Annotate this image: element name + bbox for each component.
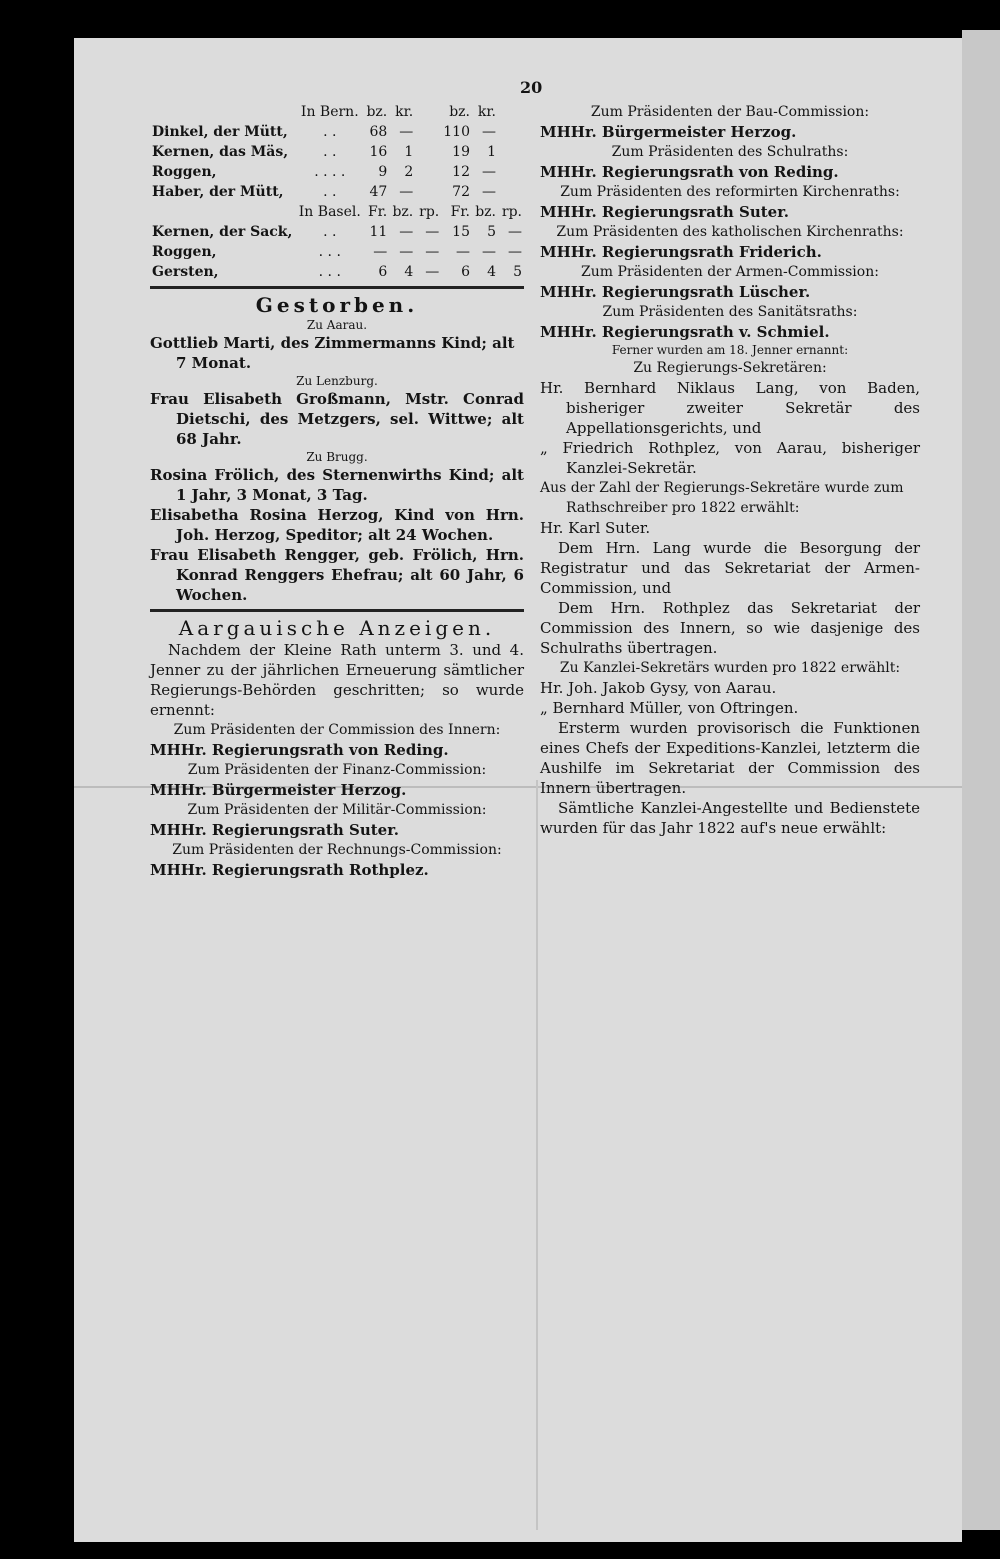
unit: Fr.: [450, 204, 470, 220]
kanzlei-entry: „ Bernhard Müller, von Oftringen.: [540, 699, 799, 717]
price: 9: [378, 164, 388, 180]
price: 72: [452, 184, 470, 200]
death-entry: Gottlieb Marti, des Zimmermanns Kind; alt 7 Monat.: [150, 334, 515, 372]
price: 110: [443, 124, 470, 140]
leader-dots: . . .: [318, 244, 341, 260]
grain-name: Gersten,: [152, 264, 219, 280]
price: —: [482, 244, 496, 260]
grain-name: Kernen, das Mäs,: [152, 144, 289, 160]
price: —: [508, 244, 522, 260]
price: 1: [487, 144, 496, 160]
vertical-fold: [536, 780, 538, 1530]
price: 6: [378, 264, 388, 280]
price: 1: [404, 144, 414, 160]
price: —: [399, 124, 414, 140]
place-lenzburg: Zu Lenzburg.: [296, 374, 378, 388]
place-aarau: Zu Aarau.: [306, 318, 368, 332]
grain-row: [150, 262, 524, 282]
notices-intro: Nachdem der Kleine Rath unterm 3. und 4. Jenner zu der jährlichen Erneuerung sämtlicher Regierungs-Behörden geschritten; so wurde ernennt:: [150, 641, 524, 719]
appointment-role: Zum Präsidenten der Finanz-Commission:: [187, 762, 487, 778]
right-column: [540, 102, 920, 838]
notices-heading: Aargauische Anzeigen.: [178, 616, 496, 640]
appointment-role: Zum Präsidenten der Commission des Innern:: [173, 722, 501, 738]
death-entry: Frau Elisabeth Rengger, geb. Frölich, Hrn. Konrad Renggers Ehefrau; alt 60 Jahr, 6 Wochen.: [150, 546, 524, 604]
grain-name: Kernen, der Sack,: [152, 224, 293, 240]
page-number: 20: [520, 78, 543, 97]
rothplez-duties: Dem Hrn. Rothplez das Sekretariat der Commission des Innern, so wie dasjenige des Schulraths übertragen.: [540, 599, 920, 657]
grain-name: Roggen,: [152, 244, 217, 260]
price: —: [482, 124, 496, 140]
price: 15: [452, 224, 470, 240]
secretaries-heading: Zu Regierungs-Sekretären:: [633, 360, 827, 376]
functions-paragraph: Ersterm wurden provisorisch die Funktionen eines Chefs der Expeditions-Kanzlei, letzterm die Aushilfe im Sekretariat der Commission des Innern übertragen.: [540, 719, 920, 797]
death-entry: Elisabetha Rosina Herzog, Kind von Hrn. Joh. Herzog, Speditor; alt 24 Wochen.: [150, 506, 524, 544]
lang-duties: Dem Hrn. Lang wurde die Besorgung der Registratur und das Sekretariat der Armen-Commission, und: [540, 539, 920, 597]
price: 12: [452, 164, 470, 180]
price: 5: [487, 224, 496, 240]
appointee: MHHr. Regierungsrath von Reding.: [150, 741, 449, 759]
grain-prices-table: [150, 102, 524, 282]
section-divider: [150, 286, 524, 289]
ratsschreiber-name: Hr. Karl Suter.: [540, 519, 651, 537]
appointment-role: Zum Präsidenten des katholischen Kirchenraths:: [556, 224, 904, 240]
appointment-role: Zum Präsidenten der Armen-Commission:: [581, 264, 879, 280]
price: 11: [369, 224, 388, 240]
unit: bz.: [449, 104, 470, 120]
section-divider: [150, 609, 524, 612]
price: 47: [369, 184, 388, 200]
price: —: [425, 244, 440, 260]
price: —: [482, 164, 496, 180]
unit: rp.: [419, 204, 440, 220]
price: 4: [487, 264, 496, 280]
grain-row: [150, 222, 524, 242]
basel-header-row: [150, 202, 524, 222]
left-column: [150, 102, 524, 880]
bern-header-row: [150, 102, 524, 122]
appointee: MHHr. Regierungsrath Suter.: [540, 203, 789, 221]
appointee: MHHr. Regierungsrath Suter.: [150, 821, 399, 839]
leader-dots: . . . .: [314, 164, 346, 180]
appointee: MHHr. Regierungsrath v. Schmiel.: [540, 323, 830, 341]
unit: [415, 102, 441, 122]
appointee: MHHr. Regierungsrath Rothplez.: [150, 861, 429, 879]
appointment-role: Zum Präsidenten der Bau-Commission:: [590, 104, 870, 120]
next-page-edge: [962, 30, 1000, 1530]
grain-name: Dinkel, der Mütt,: [152, 124, 288, 140]
grain-row: [150, 162, 524, 182]
grain-row: [150, 122, 524, 142]
appointee: MHHr. Regierungsrath Friderich.: [540, 243, 822, 261]
appointment-role: Zum Präsidenten des Schulraths:: [611, 144, 849, 160]
place-brugg: Zu Brugg.: [306, 450, 368, 464]
death-entry: Rosina Frölich, des Sternenwirths Kind; alt 1 Jahr, 3 Monat, 3 Tag.: [150, 466, 524, 504]
appointment-role: Zum Präsidenten der Rechnungs-Commission:: [172, 842, 502, 858]
price: —: [482, 184, 496, 200]
secretary-entry: „ Friedrich Rothplez, von Aarau, bisheriger Kanzlei-Sekretär.: [540, 439, 920, 477]
grain-label-cell: [150, 102, 296, 122]
appointee: MHHr. Regierungsrath Lüscher.: [540, 283, 811, 301]
grain-name: Roggen,: [152, 164, 217, 180]
price: 16: [369, 144, 388, 160]
deaths-heading: Gestorben.: [255, 293, 419, 317]
price: —: [399, 224, 414, 240]
leader-dots: . . .: [318, 264, 341, 280]
kanzlei-heading: Zu Kanzlei-Sekretärs wurden pro 1822 erwählt:: [559, 660, 901, 676]
price: —: [508, 224, 522, 240]
unit: rp.: [501, 204, 522, 220]
appointment-role: Zum Präsidenten der Militär-Commission:: [187, 802, 487, 818]
further-appointments-note: Ferner wurden am 18. Jenner ernannt:: [611, 343, 849, 357]
grain-row: [150, 182, 524, 202]
appointee: MHHr. Bürgermeister Herzog.: [150, 781, 407, 799]
unit: [498, 102, 524, 122]
kanzlei-entry: Hr. Joh. Jakob Gysy, von Aarau.: [540, 679, 777, 697]
leader-dots: . .: [323, 124, 337, 140]
price: 68: [369, 124, 388, 140]
price: —: [456, 244, 470, 260]
unit: bz.: [475, 204, 496, 220]
price: 19: [452, 144, 470, 160]
price: —: [425, 224, 440, 240]
grain-row: [150, 142, 524, 162]
leader-dots: . .: [323, 144, 337, 160]
unit: bz.: [392, 204, 414, 220]
ratsschreiber-intro: Aus der Zahl der Regierungs-Sekretäre wurde zum Rathschreiber pro 1822 erwählt:: [540, 480, 904, 516]
basel-header: In Basel.: [298, 204, 361, 220]
unit: bz.: [366, 104, 388, 120]
appointee: MHHr. Regierungsrath von Reding.: [540, 163, 839, 181]
price: 4: [404, 264, 414, 280]
unit: Fr.: [367, 204, 388, 220]
price: 6: [461, 264, 470, 280]
appointee: MHHr. Bürgermeister Herzog.: [540, 123, 797, 141]
appointment-role: Zum Präsidenten des reformirten Kirchenraths:: [560, 184, 900, 200]
secretary-entry: Hr. Bernhard Niklaus Lang, von Baden, bisheriger zweiter Sekretär des Appellationsgerichts, und: [540, 379, 920, 437]
leader-dots: . .: [323, 224, 337, 240]
unit: kr.: [477, 104, 496, 120]
death-entry: Frau Elisabeth Großmann, Mstr. Conrad Dietschi, des Metzgers, sel. Wittwe; alt 68 Jahr.: [150, 390, 524, 448]
grain-row: [150, 242, 524, 262]
unit: kr.: [395, 104, 414, 120]
price: 5: [513, 264, 522, 280]
grain-name: Haber, der Mütt,: [152, 184, 284, 200]
leader-dots: . .: [323, 184, 337, 200]
price: —: [399, 184, 414, 200]
final-paragraph: Sämtliche Kanzlei-Angestellte und Bedienstete wurden für das Jahr 1822 auf's neue erwählt:: [540, 799, 920, 837]
price: —: [425, 264, 440, 280]
price: 2: [404, 164, 414, 180]
price: —: [373, 244, 388, 260]
appointment-role: Zum Präsidenten des Sanitätsraths:: [602, 304, 858, 320]
bern-header: In Bern.: [300, 104, 359, 120]
price: —: [399, 244, 414, 260]
